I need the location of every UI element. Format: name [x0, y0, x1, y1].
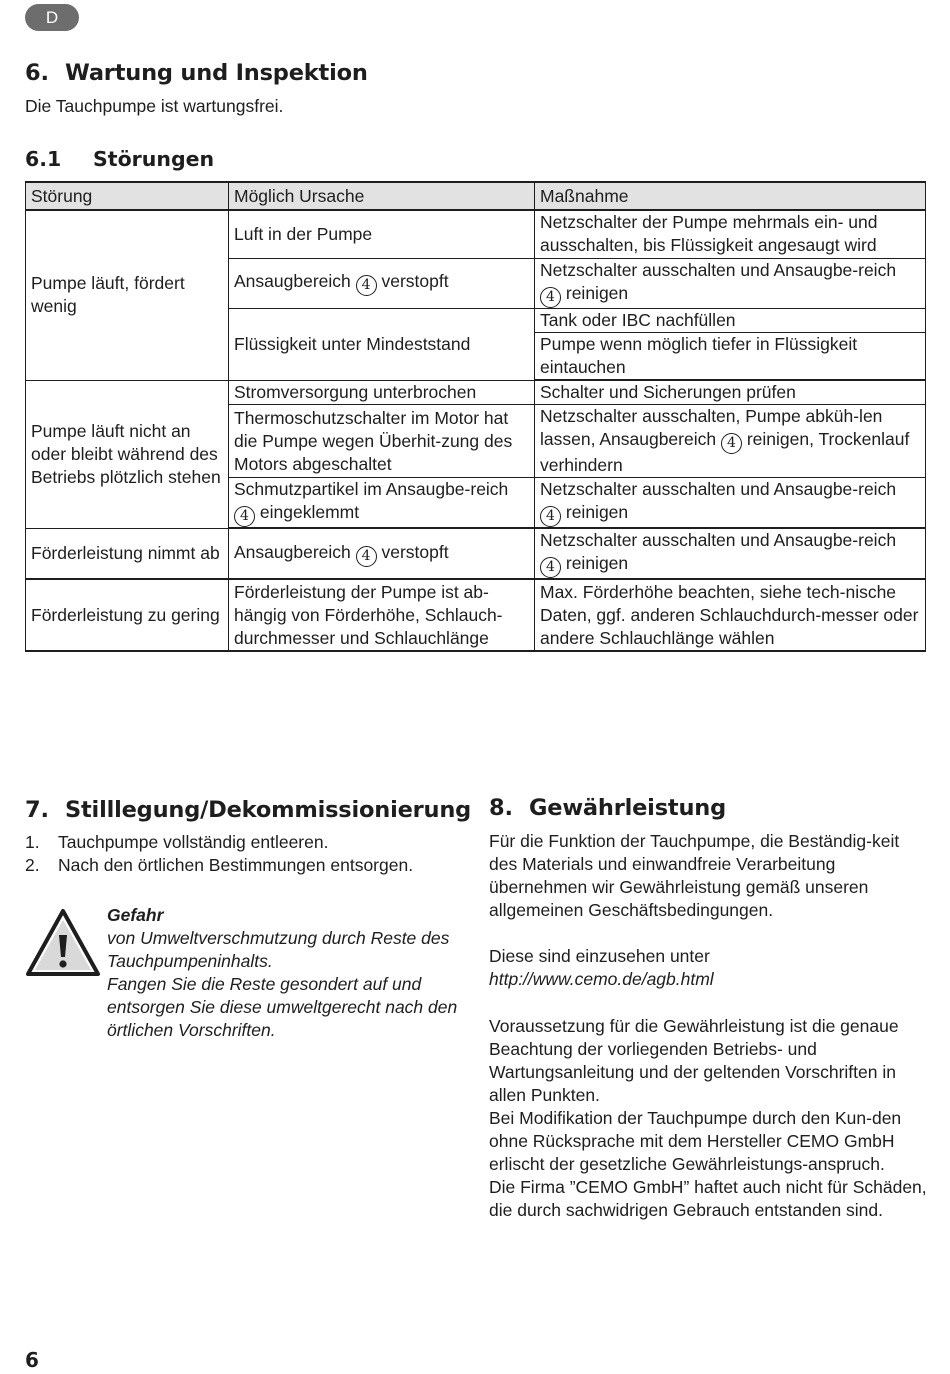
- warranty-paragraph: Für die Funktion der Tauchpumpe, die Beständig-keit des Materials und einwandfreie Verarbeitung übernehmen wir Gewährleistung gemäß unseren allgemeinen Geschäftsbedingungen.: [489, 831, 900, 920]
- part-number-4-icon: 4: [540, 287, 561, 308]
- table-header-row: [26, 182, 926, 210]
- cause-cell: Luft in der Pumpe: [229, 210, 535, 258]
- warranty-conditions: [489, 1015, 929, 1222]
- warning-line: von Umweltverschmutzung durch Reste des Tauchpumpeninhalts.: [107, 928, 450, 971]
- warranty-text: Bei Modifikation der Tauchpumpe durch den Kun-den ohne Rücksprache mit dem Hersteller CEMO GmbH erlischt der gesetzliche Gewährleistungs-anspruch.: [489, 1108, 902, 1174]
- remedy-text: Netzschalter ausschalten, Pumpe abküh-len lassen, Ansaugbereich: [540, 406, 883, 449]
- remedy-cell: [535, 528, 926, 579]
- remedy-cell: Max. Förderhöhe beachten, siehe tech-nische Daten, ggf. anderen Schlauchdurch-messer oder andere Schlauchlänge wählen: [535, 579, 926, 651]
- fault-cell: Pumpe läuft, fördert wenig: [26, 210, 229, 380]
- section-title: Wartung und Inspektion: [65, 60, 368, 86]
- remedy-cell: [535, 478, 926, 529]
- cause-cell: [229, 478, 535, 529]
- cause-cell: [229, 258, 535, 308]
- section-title: Stilllegung/Dekommissionierung: [65, 797, 472, 823]
- part-number-4-icon: 4: [234, 506, 255, 527]
- section-number: 6.1: [25, 147, 62, 171]
- warranty-text: Voraussetzung für die Gewährleistung ist die genaue Beachtung der vorliegenden Betriebs- und Wartungsanleitung und der geltenden Vorschriften in allen Punkten.: [489, 1016, 899, 1105]
- fault-cell: Förderleistung zu gering: [26, 579, 229, 651]
- remedy-cell: [535, 405, 926, 478]
- header-remedy: Maßnahme: [535, 182, 926, 210]
- part-number-4-icon: 4: [540, 506, 561, 527]
- fault-cell: Pumpe läuft nicht an oder bleibt während des Betriebs plötzlich stehen: [26, 380, 229, 528]
- remedy-text: reinigen: [565, 502, 629, 522]
- cause-text: verstopft: [381, 271, 449, 291]
- step-number: 1.: [25, 832, 40, 852]
- part-number-4-icon: 4: [356, 546, 377, 567]
- fault-table: [25, 181, 926, 652]
- remedy-text: Netzschalter ausschalten und Ansaugbe-reich: [540, 530, 897, 550]
- language-badge: D: [25, 4, 79, 31]
- section-6-1-heading: [25, 147, 214, 171]
- part-number-4-icon: 4: [721, 433, 742, 454]
- remedy-text: reinigen: [565, 282, 629, 303]
- cause-cell: [229, 528, 535, 579]
- header-fault: Störung: [26, 182, 229, 210]
- list-item: [25, 854, 413, 877]
- table-row: [26, 380, 926, 405]
- remedy-cell: Netzschalter der Pumpe mehrmals ein- und ausschalten, bis Flüssigkeit angesaugt wird: [535, 210, 926, 258]
- cause-cell: Stromversorgung unterbrochen: [229, 380, 535, 405]
- warning-triangle-icon: [25, 908, 101, 978]
- warranty-text: Die Firma ”CEMO GmbH” haftet auch nicht für Schäden, die durch sachwidrigen Gebrauch entstanden sind.: [489, 1177, 927, 1220]
- table-row: [26, 210, 926, 258]
- list-item: [25, 831, 413, 854]
- cause-cell: Förderleistung der Pumpe ist ab-hängig von Förderhöhe, Schlauch-durchmesser und Schlauchlänge: [229, 579, 535, 651]
- terms-link[interactable]: http://www.cemo.de/agb.html: [489, 969, 714, 989]
- disposal-steps-list: [25, 831, 413, 877]
- cause-cell: Thermoschutzschalter im Motor hat die Pumpe wegen Überhit-zung des Motors abgeschaltet: [229, 405, 535, 478]
- warranty-text: Diese sind einzusehen unter: [489, 946, 710, 966]
- page-number: 6: [25, 1348, 39, 1372]
- header-cause: Möglich Ursache: [229, 182, 535, 210]
- section-number: 6.: [25, 60, 49, 86]
- section-title: Störungen: [93, 147, 215, 171]
- section-number: 8.: [489, 795, 513, 821]
- warning-line: Fangen Sie die Reste gesondert auf und entsorgen Sie diese umweltgerecht nach den örtlichen Vorschriften.: [107, 974, 458, 1040]
- section-title: Gewährleistung: [529, 795, 726, 821]
- part-number-4-icon: 4: [540, 557, 561, 578]
- remedy-text: Netzschalter ausschalten und Ansaugbe-reich: [540, 259, 897, 280]
- cause-text: eingeklemmt: [259, 502, 360, 522]
- warning-text: [107, 904, 467, 1042]
- step-text: Tauchpumpe vollständig entleeren.: [58, 832, 329, 852]
- table-row: [26, 528, 926, 579]
- cause-text: Schmutzpartikel im Ansaugbe-reich: [234, 479, 509, 499]
- fault-cell: Förderleistung nimmt ab: [26, 528, 229, 579]
- remedy-cell: Pumpe wenn möglich tiefer in Flüssigkeit eintauchen: [535, 332, 926, 380]
- cause-text: verstopft: [381, 541, 449, 562]
- remedy-text: reinigen: [565, 553, 629, 573]
- section-6-intro: Die Tauchpumpe ist wartungsfrei.: [25, 96, 284, 116]
- cause-cell: Flüssigkeit unter Mindeststand: [229, 308, 535, 380]
- cause-text: Ansaugbereich: [234, 541, 351, 562]
- section-number: 7.: [25, 797, 49, 823]
- remedy-text: Netzschalter ausschalten und Ansaugbe-reich: [540, 479, 897, 499]
- remedy-cell: [535, 258, 926, 308]
- section-8-heading: [489, 795, 726, 821]
- section-7-heading: [25, 797, 471, 823]
- cause-text: Ansaugbereich: [234, 271, 351, 291]
- step-text: Nach den örtlichen Bestimmungen entsorgen.: [58, 855, 414, 875]
- remedy-cell: Tank oder IBC nachfüllen: [535, 308, 926, 332]
- warning-title: Gefahr: [107, 905, 164, 925]
- remedy-text: reinigen, Trockenlauf verhindern: [540, 429, 910, 475]
- table-row: [26, 579, 926, 651]
- warranty-terms: [489, 945, 929, 991]
- part-number-4-icon: 4: [356, 275, 377, 296]
- section-6-heading: [25, 60, 368, 86]
- step-number: 2.: [25, 855, 40, 875]
- remedy-cell: Schalter und Sicherungen prüfen: [535, 380, 926, 405]
